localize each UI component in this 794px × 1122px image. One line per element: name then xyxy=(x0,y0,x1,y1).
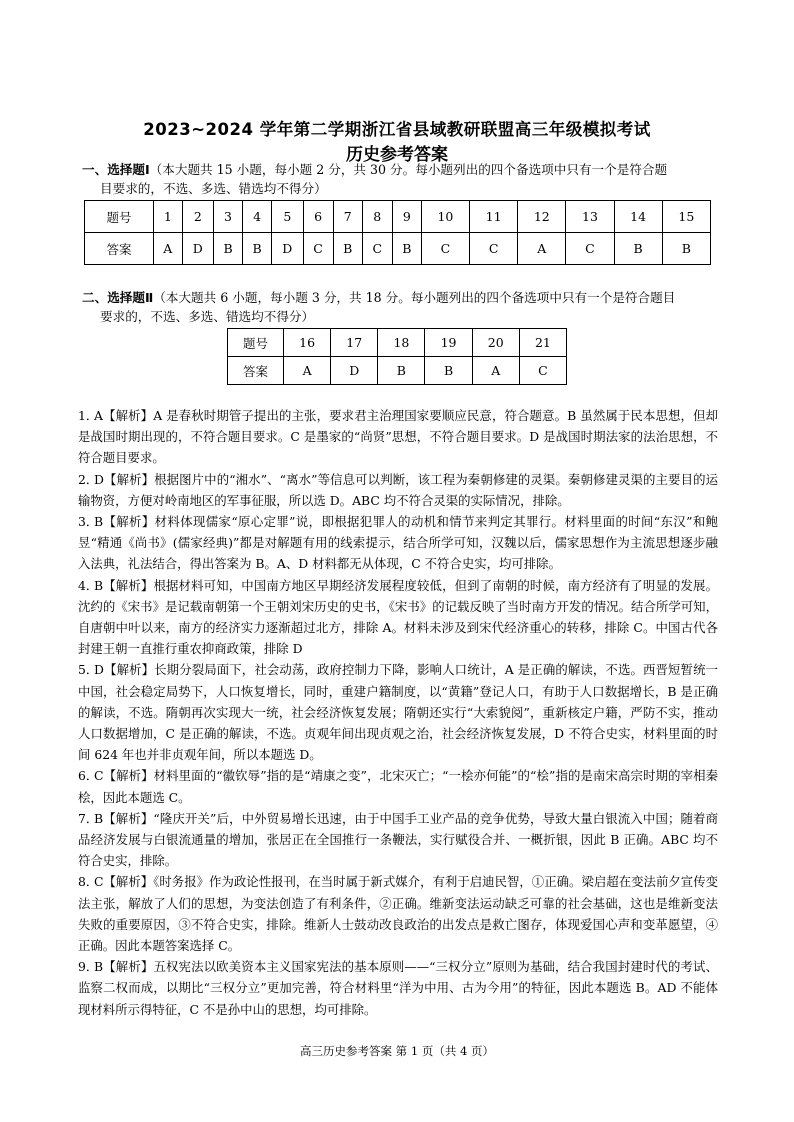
question-number-cell: 1 xyxy=(154,201,183,233)
explanation-number: 6． xyxy=(78,768,99,784)
section2-desc: （本大题共 6 小题，每小题 3 分，共 18 分。每小题列出的四个备选项中只有一个是符合题目 xyxy=(153,290,676,305)
question-number-cell: 2 xyxy=(182,201,213,233)
explanation-number: 3． xyxy=(78,514,99,530)
explanation-text: D【解析】根据图片中的“湘水”、“离水”等信息可以判断，该工程为秦朝修建的灵渠。秦朝修建灵渠的主要目的运输物资，方便对岭南地区的军事征服，所以选 D。ABC 均不符合灵渠的实际情况，排除。 xyxy=(78,471,718,508)
question-number-cell: 8 xyxy=(362,201,392,233)
question-number-cell: 14 xyxy=(614,201,662,233)
answer-cell: B xyxy=(333,233,362,265)
explanation-text: C【解析】《时务报》作为政论性报刊，在当时属于新式媒介，有利于启迪民智，①正确。梁启超在变法前夕宣传变法主张，解放了人们的思想，为变法创造了有利条件，②正确。维新变法运动缺乏可靠的社会基础，这也是维新变法失败的重要原因，③不符合史实，排除。维新人士鼓动改良政治的出发点是救亡图存，体现爱国心声和变革愿望，④正确。因此本题答案选择 C。 xyxy=(78,874,718,954)
question-number-cell: 7 xyxy=(333,201,362,233)
answer-cell: C xyxy=(566,233,614,265)
explanation-number: 2． xyxy=(78,471,99,487)
section1-answer-header: 答案 xyxy=(85,233,154,265)
section1-label: 一、选择题Ⅰ xyxy=(82,162,150,177)
section1-answer-table xyxy=(84,200,711,265)
page-footer: 高三历史参考答案 第 1 页（共 4 页） xyxy=(300,1044,494,1058)
section1-question-row xyxy=(85,201,711,233)
explanation-item xyxy=(78,808,718,872)
section1-heading xyxy=(82,160,718,198)
explanation-number: 7． xyxy=(78,810,99,826)
explanation-number: 1． xyxy=(78,408,99,423)
question-number-cell: 10 xyxy=(421,201,469,233)
answer-cell: C xyxy=(519,357,566,385)
explanation-item xyxy=(78,469,718,511)
question-number-cell: 21 xyxy=(519,329,566,357)
explanation-number: 5． xyxy=(78,662,99,678)
explanation-text: B【解析】材料体现儒家“原心定罪”说，即根据犯罪人的动机和情节来判定其罪行。材料里面的时间“东汉”和鲍昱“精通《尚书》(儒家经典)”都是对解题有用的线索提示，结合所学可知，汉魏以后，儒家思想作为主流思想逐步融入法典，礼法结合，得出答案为 B。A、D 材料都无从体现，C 不符合史实，均可排除。 xyxy=(78,514,718,572)
explanation-item xyxy=(78,871,718,956)
question-number-cell: 11 xyxy=(470,201,518,233)
document-subtitle: 历史参考答案 xyxy=(346,145,448,165)
section2-answer-table xyxy=(227,328,567,385)
answer-cell: C xyxy=(303,233,333,265)
answer-cell: B xyxy=(662,233,710,265)
explanation-text: B【解析】“隆庆开关”后，中外贸易增长迅速，由于中国手工业产品的竞争优势，导致大量白银流入中国；随着商品经济发展与白银流通量的增加，张居正在全国推行一条鞭法，实行赋役合并、一概折银，因此 B 正确。ABC 均不符合史实，排除。 xyxy=(78,810,718,869)
answer-cell: C xyxy=(362,233,392,265)
question-number-cell: 20 xyxy=(472,329,519,357)
question-number-cell: 3 xyxy=(214,201,243,233)
section2-answer-row xyxy=(228,357,567,385)
answer-cell: B xyxy=(243,233,272,265)
explanation-number: 9． xyxy=(78,959,99,975)
explanation-text: B【解析】根据材料可知，中国南方地区早期经济发展程度较低，但到了南朝的时候，南方经济有了明显的发展。沈约的《宋书》是记载南朝第一个王朝刘宋历史的史书，《宋书》的记载反映了当时南方开发的情况。结合所学可知，自唐朝中叶以来，南方的经济实力逐渐超过北方，排除 A。材料未涉及到宋代经济重心的转移，排除 C。中国古代各封建王朝一直推行重农抑商政策，排除 D xyxy=(78,577,718,657)
exam-title: 2023~2024 学年第二学期浙江省县域教研联盟高三年级模拟考试 xyxy=(143,120,651,139)
answer-cell: B xyxy=(614,233,662,265)
answer-cell: B xyxy=(425,357,472,385)
section1-answer-row xyxy=(85,233,711,265)
question-number-cell: 15 xyxy=(662,201,710,233)
section2-question-row xyxy=(228,329,567,357)
explanation-text: C【解析】材料里面的“徽钦辱”指的是“靖康之变”，北宋灭亡；“一桧亦何能”的“桧”指的是南宋高宗时期的宰相秦桧，因此本题选 C。 xyxy=(78,768,718,805)
explanation-list xyxy=(78,405,718,1020)
explanation-item xyxy=(78,659,718,765)
explanation-item xyxy=(78,511,718,575)
question-number-cell: 5 xyxy=(272,201,303,233)
section2-heading xyxy=(82,288,718,326)
question-number-cell: 4 xyxy=(243,201,272,233)
answer-cell: A xyxy=(472,357,519,385)
explanation-text: B【解析】五权宪法以欧美资本主义国家宪法的基本原则——“三权分立”原则为基础，结合我国封建时代的考试、监察二权而成，以期比“三权分立”更加完善，符合材料里“洋为中用、古为今用”的特征，因此本题选 B。AD 不能体现材料所示得特征，C 不是孙中山的思想，均可排除。 xyxy=(78,959,718,1017)
answer-cell: B xyxy=(392,233,421,265)
answer-cell: D xyxy=(272,233,303,265)
section1-desc: （本大题共 15 小题，每小题 2 分，共 30 分。每小题列出的四个备选项中只有一个是符合题 xyxy=(149,162,668,177)
answer-cell: A xyxy=(518,233,566,265)
section2-answer-header: 答案 xyxy=(228,357,284,385)
explanation-number: 8． xyxy=(78,874,99,890)
answer-cell: A xyxy=(154,233,183,265)
section2-desc-cont: 要求的，不选、多选、错选均不得分） xyxy=(100,309,315,324)
answer-cell: D xyxy=(331,357,378,385)
explanation-item xyxy=(78,765,718,807)
answer-cell: D xyxy=(182,233,213,265)
answer-cell: A xyxy=(284,357,331,385)
explanation-text: D【解析】长期分裂局面下，社会动荡，政府控制力下降，影响人口统计，A 是正确的解读，不选。西晋短暂统一中国，社会稳定局势下，人口恢复增长，同时，重建户籍制度，以“黄籍”登记人口，有助于人口数据增长，B 是正确的解读，不选。隋朝再次实现大一统，社会经济恢复发展；隋朝还实行“大索貌阅”，重新核定户籍，严防不实，推动人口数据增加，C 是正确的解读，不选。贞观年间出现贞观之治，社会经济恢复发展，D 不符合史实，材料里面的时间 624 年也并非贞观年间，所以本题选 D。 xyxy=(78,662,718,763)
question-number-cell: 19 xyxy=(425,329,472,357)
explanation-number: 4． xyxy=(78,577,99,593)
explanation-text: A【解析】A 是春秋时期管子提出的主张，要求君主治理国家要顺应民意，符合题意。B 虽然属于民本思想，但却是战国时期出现的，不符合题目要求。C 是墨家的“尚贤”思想，不符合题目要求。D 是战国时期法家的法治思想，不符合题目要求。 xyxy=(78,408,718,466)
question-number-cell: 18 xyxy=(378,329,425,357)
section1-question-header: 题号 xyxy=(85,201,154,233)
answer-cell: C xyxy=(421,233,469,265)
answer-cell: B xyxy=(214,233,243,265)
answer-cell: B xyxy=(378,357,425,385)
explanation-item xyxy=(78,575,718,660)
question-number-cell: 12 xyxy=(518,201,566,233)
section2-question-header: 题号 xyxy=(228,329,284,357)
question-number-cell: 13 xyxy=(566,201,614,233)
answer-cell: C xyxy=(470,233,518,265)
question-number-cell: 6 xyxy=(303,201,333,233)
explanation-item xyxy=(78,405,718,469)
question-number-cell: 17 xyxy=(331,329,378,357)
section2-label: 二、选择题Ⅱ xyxy=(82,290,154,305)
question-number-cell: 9 xyxy=(392,201,421,233)
explanation-item xyxy=(78,956,718,1020)
question-number-cell: 16 xyxy=(284,329,331,357)
section1-desc-cont: 目要求的，不选、多选、错选均不得分） xyxy=(100,181,327,196)
